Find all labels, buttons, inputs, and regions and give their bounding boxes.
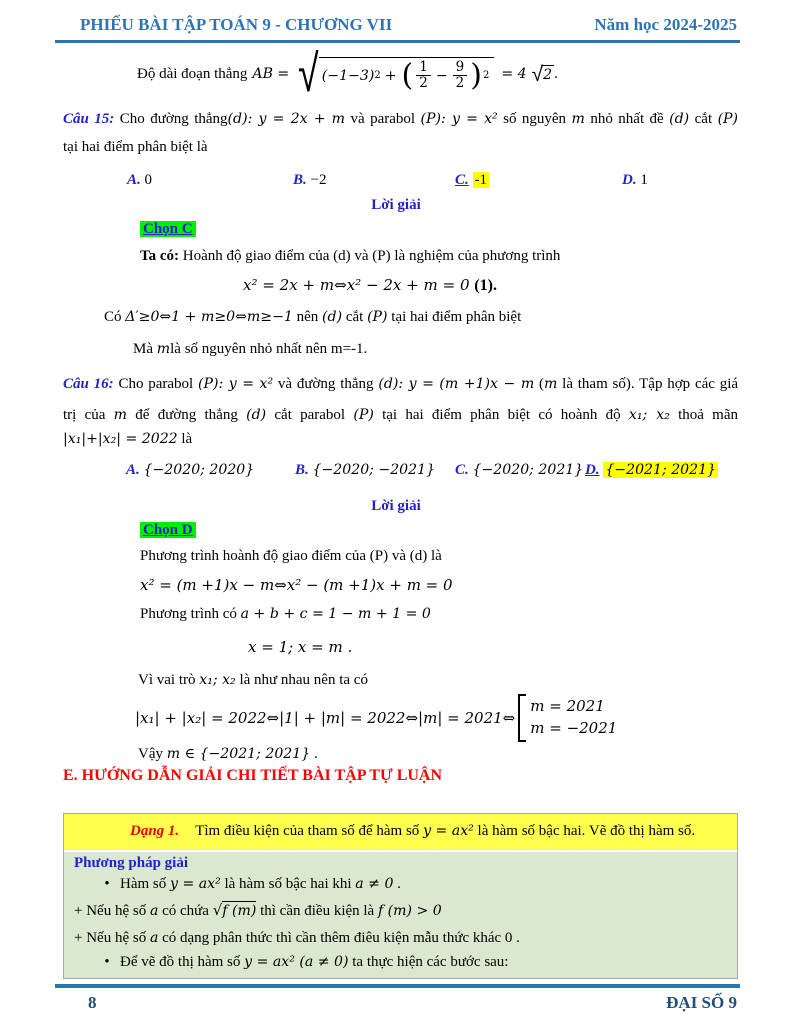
radical-expression: √ (−1−3) 2 + ( $\frac{1}{2}$ − $\frac{9}{2}$ ) 2 — [294, 48, 494, 100]
header-title: PHIẾU BÀI TẬP TOÁN 9 - CHƯƠNG VII — [80, 15, 393, 34]
case-2: m = −2021 — [530, 719, 618, 737]
method-item-1: • Hàm số y = ax² là hàm số bậc hai khi a ≠ 0 . — [104, 876, 401, 892]
dang1-title: Tìm điều kiện của tham số để hàm số y = ax² là hàm số bậc hai. Vẽ đồ thị hàm số. — [195, 823, 696, 839]
q16-final-answer-line: Vậy m ∈ {−2021; 2021} . — [138, 746, 318, 762]
q15-option-a: A. 0 — [127, 172, 153, 188]
q15-option-b: B. −2 — [293, 172, 327, 188]
method-item-3: + Nếu hệ số a có dạng phân thức thì cần thêm điêu kiện mẫu thức khác 0 . — [74, 930, 520, 946]
q15-solution-heading: Lời giải — [371, 197, 421, 213]
radical-sign: √ — [298, 44, 319, 104]
q16-answer-highlight: {−2021; 2021} — [605, 462, 717, 478]
dang1-label: Dạng 1. — [130, 823, 180, 839]
q15-label: Câu 15: — [63, 111, 115, 127]
q15-chosen-answer: Chọn C — [140, 220, 196, 240]
q16-option-c: C. {−2020; 2021} — [455, 462, 584, 478]
formula-ab: AB = — [252, 66, 290, 82]
q16-intersection-line: Phương trình hoành độ giao điểm của (P) và (d) là — [140, 548, 442, 564]
q16-cases-equation — [135, 694, 617, 742]
q15-text-line2: tại hai điểm phân biệt là — [63, 139, 208, 155]
q16-text-line2: trị của m để đường thẳng (d) cắt parabol (P) tại hai điểm phân biệt có hoành độ x₁; x₂ thoả mãn — [63, 407, 739, 423]
cases-bracket-icon — [518, 694, 526, 742]
q16-chosen-answer: Chọn D — [140, 521, 196, 541]
q15-delta-line: Có Δ′≥0⇔1 + m≥0⇔m≥−1 nên (d) cắt (P) tại hai điểm phân biệt — [104, 309, 522, 325]
q15-conclusion-line: Mà mlà số nguyên nhỏ nhất nên m=-1. — [133, 341, 368, 357]
case-1: m = 2021 — [530, 697, 605, 716]
footer-page-number: 8 — [88, 993, 97, 1012]
method-item-4: • Để vẽ đồ thị hàm số y = ax² (a ≠ 0) ta thực hiện các bước sau: — [104, 954, 509, 970]
q16-text-line3: |x₁|+|x₂| = 2022 là — [63, 431, 193, 447]
radical-4sqrt2: √ 2 — [531, 61, 553, 86]
q16-label: Câu 16: — [63, 376, 114, 392]
q15-equation-1: x² = 2x + m⇔x² − 2x + m = 0 (1). — [243, 276, 497, 294]
header-year: Năm học 2024-2025 — [594, 15, 737, 34]
q16-solution-heading: Lời giải — [371, 498, 421, 514]
q16-symmetry-line: Vì vai trò x₁; x₂ là như nhau nên ta có — [138, 672, 368, 688]
segment-length-formula: Độ dài đoạn thẳng AB = √ (−1−3) 2 + ( $\frac{1}{2}$ − $\frac{9}{2}$ ) 2 = 4 √ 2 . — [137, 44, 558, 104]
dang1-header — [64, 814, 737, 850]
q16-sum-coeff-line: Phương trình có a + b + c = 1 − m + 1 = 0 — [140, 606, 431, 622]
method-title: Phương pháp giải — [74, 855, 189, 871]
q16-option-b: B. {−2020; −2021} — [295, 462, 436, 478]
fraction-9-2: $\frac{9}{2}$ — [453, 60, 468, 91]
cases-prefix: |x₁| + |x₂| = 2022⇔|1| + |m| = 2022⇔|m| = 2021⇔ — [135, 709, 516, 727]
footer-divider — [55, 984, 740, 988]
q16-option-d-correct: D. {−2021; 2021} — [585, 462, 717, 478]
q16-option-a: A. {−2020; 2020} — [126, 462, 255, 478]
q15-text-line1: Câu 15: Cho đường thẳng(d): y = 2x + m và parabol (P): y = x² số nguyên m nhỏ nhất đề (d) cắt (P) — [63, 111, 739, 127]
q15-answer-highlight: -1 — [474, 172, 488, 188]
formula-result: = 4 — [501, 66, 527, 82]
q15-option-c-correct: C. -1 — [455, 172, 488, 188]
q15-option-d: D. 1 — [622, 172, 648, 188]
fraction-1-2: $\frac{1}{2}$ — [416, 60, 431, 91]
footer-book-title: ĐẠI SỐ 9 — [666, 993, 737, 1012]
dang1-box — [63, 813, 738, 979]
q15-taco-line: Ta có: Hoành độ giao điểm của (d) và (P) là nghiệm của phương trình — [140, 248, 561, 264]
header-divider — [55, 40, 740, 43]
method-box — [64, 850, 737, 978]
q16-text-line1: Câu 16: Cho parabol (P): y = x² và đường thẳng (d): y = (m +1)x − m (m là tham số). Tập hợp các giá — [63, 376, 739, 392]
section-e-heading: E. HƯỚNG DẪN GIẢI CHI TIẾT BÀI TẬP TỰ LUẬN — [63, 767, 443, 784]
q16-roots-line: x = 1; x = m . — [248, 638, 353, 656]
q16-equation-2: x² = (m +1)x − m⇔x² − (m +1)x + m = 0 — [140, 576, 453, 594]
radicand-a: (−1−3) — [321, 67, 375, 84]
method-item-2: + Nếu hệ số a có chứa √f (m) thì cần điều kiện là f (m) > 0 — [74, 901, 442, 919]
formula-lead: Độ dài đoạn thẳng — [137, 65, 248, 82]
